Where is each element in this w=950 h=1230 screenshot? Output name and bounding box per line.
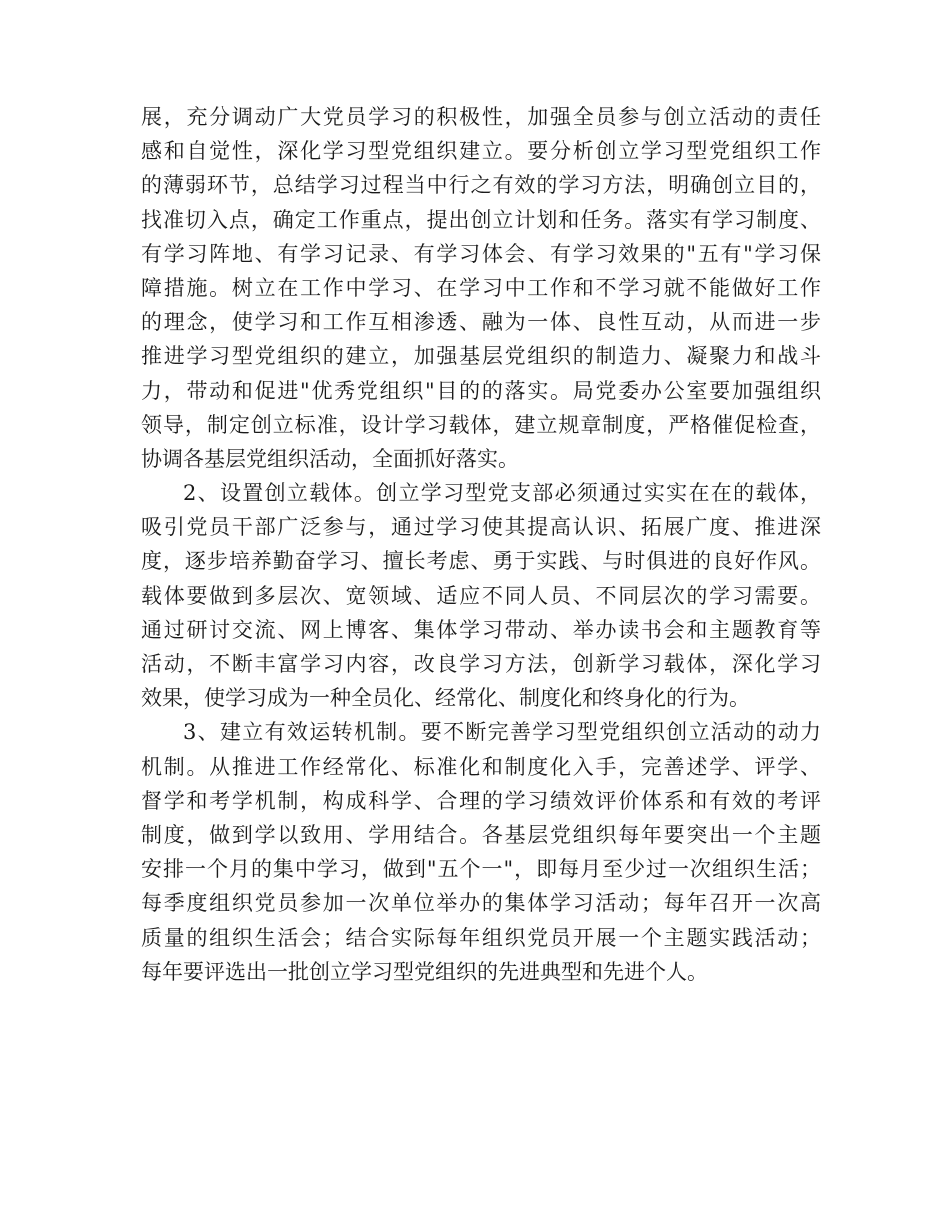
text-line: 安排一个月的集中学习，做到"五个一"，即每月至少过一次组织生活； xyxy=(141,857,821,882)
text-line: 的理念，使学习和工作互相渗透、融为一体、良性互动，从而进一步 xyxy=(141,310,821,335)
text-line: 力，带动和促进"优秀党组织"目的的落实。局党委办公室要加强组织 xyxy=(141,378,821,403)
text-line: 有学习阵地、有学习记录、有学习体会、有学习效果的"五有"学习保 xyxy=(141,241,821,266)
text-line: 机制。从推进工作经常化、标准化和制度化入手，完善述学、评学、 xyxy=(141,754,821,779)
text-line: 每季度组织党员参加一次单位举办的集体学习活动；每年召开一次高 xyxy=(141,891,821,916)
text-line: 找准切入点，确定工作重点，提出创立计划和任务。落实有学习制度、 xyxy=(141,207,821,232)
text-line: 效果，使学习成为一种全员化、经常化、制度化和终身化的行为。 xyxy=(141,686,750,711)
text-line: 度，逐步培养勤奋学习、擅长考虑、勇于实践、与时俱进的良好作风。 xyxy=(141,549,821,574)
text-line: 领导，制定创立标准，设计学习载体，建立规章制度，严格催促检查， xyxy=(141,412,821,437)
text-line: 督学和考学机制，构成科学、合理的学习绩效评价体系和有效的考评 xyxy=(141,788,821,813)
text-line: 障措施。树立在工作中学习、在学习中工作和不学习就不能做好工作 xyxy=(141,275,821,300)
text-line: 通过研讨交流、网上博客、集体学习带动、举办读书会和主题教育等 xyxy=(141,617,821,642)
text-line: 协调各基层党组织活动，全面抓好落实。 xyxy=(141,446,519,471)
document-body xyxy=(141,100,821,989)
text-line: 每年要评选出一批创立学习型党组织的先进典型和先进个人。 xyxy=(141,959,708,984)
text-line: 3、建立有效运转机制。要不断完善学习型党组织创立活动的动力 xyxy=(183,720,821,745)
text-line: 2、设置创立载体。创立学习型党支部必须通过实实在在的载体， xyxy=(183,481,821,506)
text-line: 载体要做到多层次、宽领域、适应不同人员、不同层次的学习需要。 xyxy=(141,583,821,608)
text-line: 的薄弱环节，总结学习过程当中行之有效的学习方法，明确创立目的， xyxy=(141,173,821,198)
text-line: 感和自觉性，深化学习型党组织建立。要分析创立学习型党组织工作 xyxy=(141,139,821,164)
text-line: 制度，做到学以致用、学用结合。各基层党组织每年要突出一个主题 xyxy=(141,822,821,847)
text-line: 质量的组织生活会；结合实际每年组织党员开展一个主题实践活动； xyxy=(141,925,821,950)
text-line: 吸引党员干部广泛参与，通过学习使其提高认识、拓展广度、推进深 xyxy=(141,515,821,540)
text-line: 展，充分调动广大党员学习的积极性，加强全员参与创立活动的责任 xyxy=(141,105,821,129)
text-line: 活动，不断丰富学习内容，改良学习方法，创新学习载体，深化学习 xyxy=(141,652,821,676)
text-line: 推进学习型党组织的建立，加强基层党组织的制造力、凝聚力和战斗 xyxy=(141,344,821,369)
